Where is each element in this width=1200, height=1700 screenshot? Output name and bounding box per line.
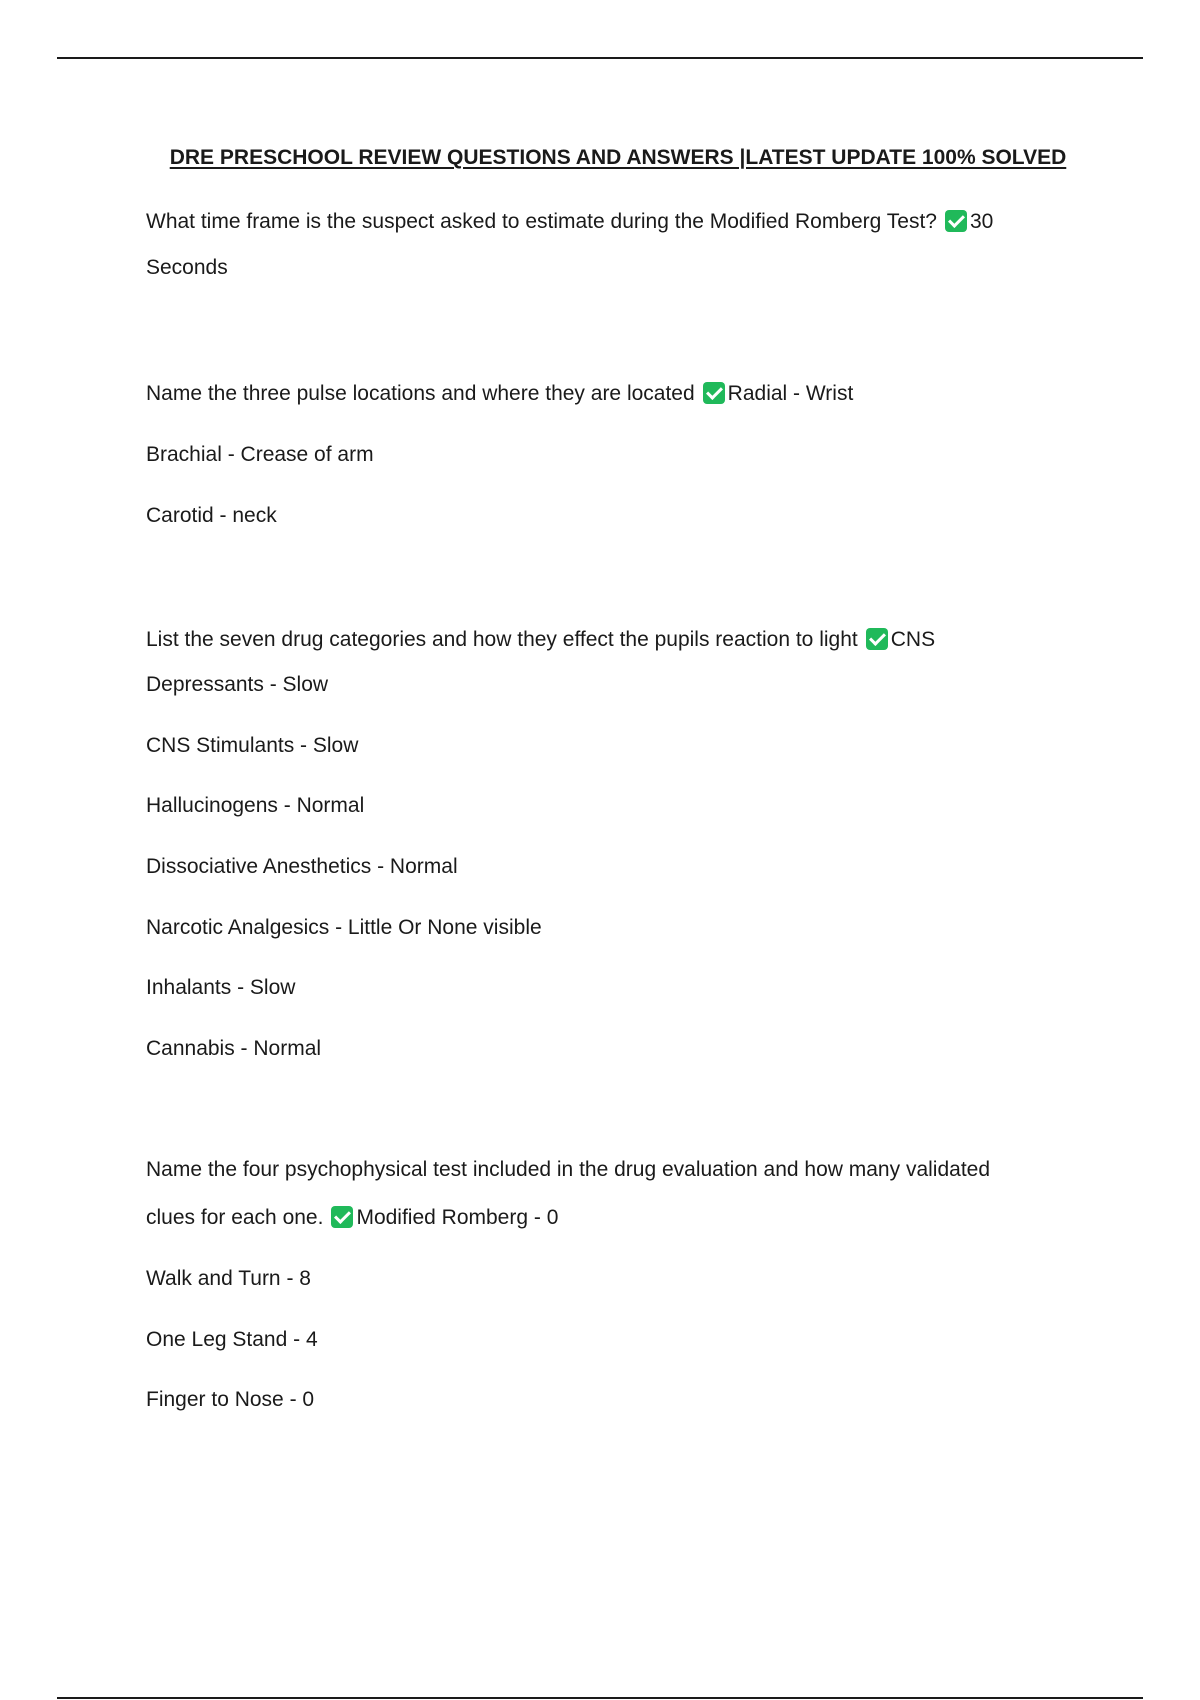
- answer-3-line-4: Dissociative Anesthetics - Normal: [146, 855, 458, 878]
- question-3-text: List the seven drug categories and how they effect the pupils reaction to light: [146, 628, 858, 651]
- answer-3-line-3: Hallucinogens - Normal: [146, 794, 365, 817]
- answer-3-line-7: Cannabis - Normal: [146, 1037, 322, 1060]
- question-4-line-2: [146, 1204, 558, 1232]
- answer-3-line-6: Inhalants - Slow: [146, 976, 296, 999]
- document-title: DRE PRESCHOOL REVIEW QUESTIONS AND ANSWERS |LATEST UPDATE 100% SOLVED: [169, 146, 1067, 169]
- answer-4-first: Modified Romberg - 0: [356, 1206, 559, 1229]
- check-box-icon: [331, 1206, 353, 1228]
- question-2-text: Name the three pulse locations and where they are located: [146, 382, 695, 405]
- answer-3-line-5: Narcotic Analgesics - Little Or None visible: [146, 916, 542, 939]
- question-2: [146, 380, 853, 408]
- check-box-icon: [866, 628, 888, 650]
- answer-4-line-1: Walk and Turn - 8: [146, 1267, 311, 1290]
- question-4-line-1: Name the four psychophysical test included in the drug evaluation and how many validated: [146, 1158, 991, 1181]
- question-1: [146, 208, 993, 236]
- answer-1-line-1: Seconds: [146, 256, 228, 279]
- question-4-text: clues for each one.: [146, 1206, 324, 1229]
- answer-3-line-1: Depressants - Slow: [146, 673, 329, 696]
- answer-4-line-3: Finger to Nose - 0: [146, 1388, 315, 1411]
- answer-4-line-2: One Leg Stand - 4: [146, 1328, 318, 1351]
- answer-2-line-2: Carotid - neck: [146, 504, 277, 527]
- question-3: [146, 626, 935, 654]
- answer-3-first: CNS: [890, 628, 936, 651]
- answer-1-first: 30: [970, 210, 994, 233]
- header-rule: [57, 57, 1143, 59]
- question-1-text: What time frame is the suspect asked to estimate during the Modified Romberg Test?: [146, 210, 937, 233]
- answer-3-line-2: CNS Stimulants - Slow: [146, 734, 359, 757]
- check-box-icon: [703, 382, 725, 404]
- answer-2-first: Radial - Wrist: [727, 382, 854, 405]
- footer-rule: [57, 1697, 1143, 1699]
- answer-2-line-1: Brachial - Crease of arm: [146, 443, 374, 466]
- check-box-icon: [945, 210, 967, 232]
